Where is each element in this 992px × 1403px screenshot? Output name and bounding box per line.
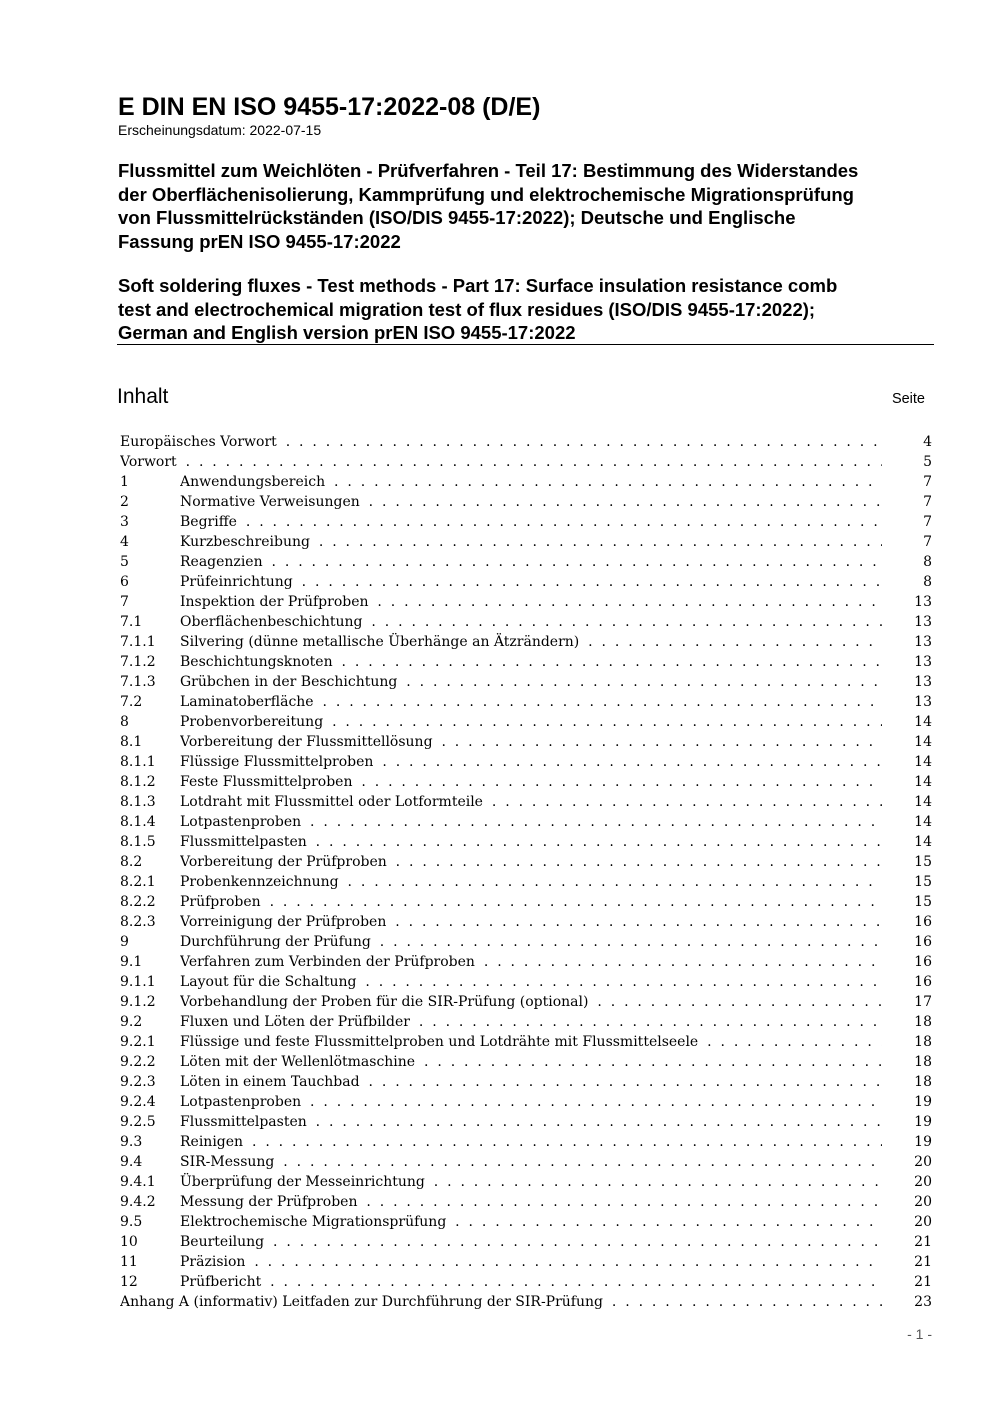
toc-entry-title-text: Vorwort bbox=[120, 454, 177, 470]
toc-entry-number: 7.1.2 bbox=[120, 654, 156, 670]
toc-entry-page: 23 bbox=[914, 1294, 932, 1310]
toc-entry-title-text: Überprüfung der Messeinrichtung bbox=[180, 1174, 425, 1190]
toc-entry-page: 13 bbox=[914, 614, 932, 630]
toc-entry-title bbox=[180, 852, 882, 872]
toc-entry-number: 2 bbox=[120, 494, 129, 510]
toc-entry-title bbox=[180, 732, 882, 752]
toc-entry-title-text: Flussmittelpasten bbox=[180, 834, 307, 850]
toc-entry-number: 7.1.3 bbox=[120, 674, 156, 690]
toc-entry-title bbox=[180, 712, 882, 732]
toc-entry-number: 9.1.1 bbox=[120, 974, 156, 990]
toc-entry-page: 20 bbox=[914, 1214, 932, 1230]
toc-entry-number: 8.2.3 bbox=[120, 914, 156, 930]
toc-entry-page: 15 bbox=[914, 874, 932, 890]
toc-entry-number: 9.4.2 bbox=[120, 1194, 156, 1210]
toc-entry[interactable] bbox=[120, 812, 932, 832]
toc-entry-title-text: Probenkennzeichnung bbox=[180, 874, 339, 890]
toc-entry[interactable] bbox=[120, 1252, 932, 1272]
toc-entry-number: 9.4 bbox=[120, 1154, 143, 1170]
toc-entry-title bbox=[180, 892, 882, 912]
toc-entry[interactable] bbox=[120, 772, 932, 792]
toc-entry-page: 20 bbox=[914, 1194, 932, 1210]
toc-entry-page: 18 bbox=[914, 1054, 932, 1070]
toc-entry-title bbox=[180, 1232, 882, 1252]
toc-entry[interactable] bbox=[120, 472, 932, 492]
toc-entry-title-text: Flüssige Flussmittelproben bbox=[180, 754, 374, 770]
toc-entry-page: 5 bbox=[923, 454, 932, 470]
title-german bbox=[118, 159, 938, 253]
toc-entry[interactable] bbox=[120, 912, 932, 932]
toc-entry-page: 13 bbox=[914, 634, 932, 650]
toc-entry-title bbox=[120, 432, 882, 452]
toc-entry[interactable] bbox=[120, 572, 932, 592]
toc-entry-title-text: Normative Verweisungen bbox=[180, 494, 360, 510]
toc-entry-number: 9.4.1 bbox=[120, 1174, 156, 1190]
toc-entry-page: 16 bbox=[914, 914, 932, 930]
toc-entry-number: 8.1.2 bbox=[120, 774, 156, 790]
toc-entry-page: 14 bbox=[914, 754, 932, 770]
toc-entry[interactable] bbox=[120, 992, 932, 1012]
toc-entry[interactable] bbox=[120, 732, 932, 752]
toc-entry[interactable] bbox=[120, 1172, 932, 1192]
toc-entry-number: 9.1.2 bbox=[120, 994, 156, 1010]
toc-entry[interactable] bbox=[120, 552, 932, 572]
toc-entry[interactable] bbox=[120, 832, 932, 852]
toc-page-column-label: Seite bbox=[891, 391, 925, 407]
toc-entry-page: 8 bbox=[923, 554, 932, 570]
toc-entry-title-text: Europäisches Vorwort bbox=[120, 434, 277, 450]
toc-entry[interactable] bbox=[120, 1032, 932, 1052]
toc-entry-page: 13 bbox=[914, 674, 932, 690]
toc-entry-title-text: Beurteilung bbox=[180, 1234, 265, 1250]
toc-entry-title-text: SIR-Messung bbox=[180, 1154, 275, 1170]
toc-entry-number: 6 bbox=[120, 574, 129, 590]
toc-entry[interactable] bbox=[120, 632, 932, 652]
toc-entry-title bbox=[180, 752, 882, 772]
toc-entry-title bbox=[180, 532, 882, 552]
toc-entry-number: 7.1.1 bbox=[120, 634, 156, 650]
toc-entry-number: 8.1.4 bbox=[120, 814, 156, 830]
toc-entry[interactable] bbox=[120, 592, 932, 612]
page-number: - 1 - bbox=[907, 1326, 932, 1342]
toc-entry-number: 9.2.4 bbox=[120, 1094, 156, 1110]
title-german-line: Fassung prEN ISO 9455-17:2022 bbox=[118, 230, 401, 252]
toc-entry[interactable] bbox=[120, 1212, 932, 1232]
toc-entry[interactable] bbox=[120, 692, 932, 712]
toc-entry-page: 7 bbox=[923, 474, 932, 490]
toc-entry[interactable] bbox=[120, 1072, 932, 1092]
toc-entry-number: 8.1 bbox=[120, 734, 143, 750]
toc-entry[interactable] bbox=[120, 452, 932, 472]
toc-entry-number: 3 bbox=[120, 514, 129, 530]
toc-entry-title bbox=[180, 652, 882, 672]
toc-entry-page: 7 bbox=[923, 514, 932, 530]
toc-entry-number: 9.2.1 bbox=[120, 1034, 156, 1050]
toc-entry-title-text: Lotpastenproben bbox=[180, 814, 302, 830]
title-german-line: Flussmittel zum Weichlöten - Prüfverfahren - Teil 17: Bestimmung des Widerstandes bbox=[118, 160, 859, 181]
title-english-line: German and English version prEN ISO 9455-17:2022 bbox=[118, 322, 576, 343]
toc-entry-title-text: Oberflächenbeschichtung bbox=[180, 614, 363, 630]
toc-entry[interactable] bbox=[120, 1092, 932, 1112]
toc-entry[interactable] bbox=[120, 512, 932, 532]
toc-entry-page: 7 bbox=[923, 534, 932, 550]
toc-entry-title-text: Kurzbeschreibung bbox=[180, 534, 310, 550]
toc-entry[interactable] bbox=[120, 1052, 932, 1072]
toc-entry[interactable] bbox=[120, 532, 932, 552]
toc-entry-title bbox=[180, 472, 882, 492]
toc-entry[interactable] bbox=[120, 872, 932, 892]
toc-entry-title-text: Inspektion der Prüfproben bbox=[180, 594, 369, 610]
toc-entry-title bbox=[180, 612, 882, 632]
toc-entry-page: 14 bbox=[914, 794, 932, 810]
title-german-line: von Flussmittelrückständen (ISO/DIS 9455-17:2022); Deutsche und Englische bbox=[118, 207, 796, 228]
toc-entry-title bbox=[180, 772, 882, 792]
toc-entry-title-text: Prüfproben bbox=[180, 894, 261, 910]
toc-entry[interactable] bbox=[120, 752, 932, 772]
toc-entry-title-text: Laminatoberfläche bbox=[180, 694, 314, 710]
toc-entry[interactable] bbox=[120, 1272, 932, 1292]
toc-entry-title bbox=[120, 1292, 882, 1312]
toc-entry-title bbox=[180, 552, 882, 572]
toc-entry-title-text: Vorbereitung der Prüfproben bbox=[180, 854, 387, 870]
toc-entry-title bbox=[180, 1072, 882, 1092]
toc-entry-title bbox=[180, 1252, 882, 1272]
toc-entry-title bbox=[180, 972, 882, 992]
toc-entry-number: 10 bbox=[120, 1234, 138, 1250]
toc-entry-number: 9.2.5 bbox=[120, 1114, 156, 1130]
toc-entry-title-text: Löten in einem Tauchbad bbox=[180, 1074, 360, 1090]
toc-entry-title-text: Vorbehandlung der Proben für die SIR-Prüfung (optional) bbox=[180, 994, 589, 1010]
toc-entry-title-text: Beschichtungsknoten bbox=[180, 654, 333, 670]
toc-entry-title-text: Prüfeinrichtung bbox=[180, 574, 293, 590]
toc-entry-page: 8 bbox=[923, 574, 932, 590]
toc-entry-title-text: Probenvorbereitung bbox=[180, 714, 324, 730]
toc-entry-title bbox=[180, 1112, 882, 1132]
toc-entry-page: 19 bbox=[914, 1114, 932, 1130]
toc-entry-number: 7 bbox=[120, 594, 129, 610]
toc-entry-title-text: Elektrochemische Migrationsprüfung bbox=[180, 1214, 447, 1230]
toc-entry-page: 16 bbox=[914, 954, 932, 970]
toc-entry-page: 18 bbox=[914, 1074, 932, 1090]
toc-entry[interactable] bbox=[120, 952, 932, 972]
toc-entry-title bbox=[180, 1012, 882, 1032]
toc-entry[interactable] bbox=[120, 432, 932, 452]
toc-entry-title bbox=[180, 952, 882, 972]
toc-entry-title bbox=[180, 992, 882, 1012]
toc-entry-title-text: Vorbereitung der Flussmittellösung bbox=[180, 734, 433, 750]
toc-entry-title bbox=[180, 932, 882, 952]
toc-entry-title bbox=[180, 912, 882, 932]
toc-entry-title-text: Prüfbericht bbox=[180, 1274, 262, 1290]
toc-entry-title bbox=[180, 1212, 882, 1232]
toc-entry-title bbox=[180, 1152, 882, 1172]
toc-entry-title bbox=[180, 512, 882, 532]
toc-entry-title-text: Silvering (dünne metallische Überhänge an Ätzrändern) bbox=[180, 634, 580, 650]
toc-entry-title bbox=[180, 812, 882, 832]
toc-entry-title-text: Lotdraht mit Flussmittel oder Lotformteile bbox=[180, 794, 483, 810]
toc-entry-page: 16 bbox=[914, 974, 932, 990]
toc-entry-title-text: Löten mit der Wellenlötmaschine bbox=[180, 1054, 416, 1070]
toc-entry-title-text: Lotpastenproben bbox=[180, 1094, 302, 1110]
toc-entry[interactable] bbox=[120, 932, 932, 952]
toc-entry-title-text: Fluxen und Löten der Prüfbilder bbox=[180, 1014, 410, 1030]
toc-entry-page: 14 bbox=[914, 714, 932, 730]
toc-entry-number: 1 bbox=[120, 474, 129, 490]
toc-entry[interactable] bbox=[120, 1112, 932, 1132]
toc-entry[interactable] bbox=[120, 672, 932, 692]
toc-entry-number: 8 bbox=[120, 714, 129, 730]
header-divider bbox=[117, 344, 934, 345]
toc-entry-title bbox=[180, 1032, 882, 1052]
toc-entry-title-text: Durchführung der Prüfung bbox=[180, 934, 371, 950]
toc-entry-number: 9.3 bbox=[120, 1134, 143, 1150]
toc-heading: Inhalt bbox=[117, 385, 169, 408]
toc-entry[interactable] bbox=[120, 972, 932, 992]
toc-entry[interactable] bbox=[120, 492, 932, 512]
toc-entry-title-text: Layout für die Schaltung bbox=[180, 974, 357, 990]
toc-entry-title bbox=[180, 692, 882, 712]
toc-entry-title bbox=[180, 792, 882, 812]
toc-entry-page: 7 bbox=[923, 494, 932, 510]
toc-entry-title-text: Begriffe bbox=[180, 514, 237, 530]
toc-entry-page: 18 bbox=[914, 1034, 932, 1050]
toc-entry-title bbox=[180, 832, 882, 852]
document-title: E DIN EN ISO 9455-17:2022-08 (D/E) bbox=[118, 93, 541, 121]
toc-entry-title-text: Reinigen bbox=[180, 1134, 244, 1150]
toc-entry-page: 15 bbox=[914, 854, 932, 870]
toc-entry-number: 8.2.2 bbox=[120, 894, 156, 910]
toc-entry-title-text: Vorreinigung der Prüfproben bbox=[180, 914, 387, 930]
toc-entry-page: 18 bbox=[914, 1014, 932, 1030]
toc-entry-page: 16 bbox=[914, 934, 932, 950]
issue-date: Erscheinungsdatum: 2022-07-15 bbox=[118, 122, 322, 138]
toc-entry-page: 21 bbox=[914, 1254, 932, 1270]
toc-entry-page: 13 bbox=[914, 694, 932, 710]
title-german-line: der Oberflächenisolierung, Kammprüfung und elektrochemische Migrationsprüfung bbox=[118, 183, 854, 205]
toc-entry[interactable] bbox=[120, 1232, 932, 1252]
toc-entry-number: 8.1.3 bbox=[120, 794, 156, 810]
toc-entry-title bbox=[180, 1172, 882, 1192]
toc-entry-page: 20 bbox=[914, 1154, 932, 1170]
toc-entry[interactable] bbox=[120, 852, 932, 872]
toc-entry-title-text: Flussmittelpasten bbox=[180, 1114, 307, 1130]
toc-entry-page: 14 bbox=[914, 774, 932, 790]
toc-entry[interactable] bbox=[120, 652, 932, 672]
toc-entry-title-text: Präzision bbox=[180, 1254, 246, 1270]
toc-entry-page: 14 bbox=[914, 834, 932, 850]
toc-entry[interactable] bbox=[120, 612, 932, 632]
title-english-line: Soft soldering fluxes - Test methods - Part 17: Surface insulation resistance comb bbox=[118, 275, 838, 296]
toc-entry-number: 5 bbox=[120, 554, 129, 570]
title-english bbox=[118, 274, 938, 345]
toc-entry-number: 9.1 bbox=[120, 954, 143, 970]
toc-entry[interactable] bbox=[120, 792, 932, 812]
title-english-line: test and electrochemical migration test of flux residues (ISO/DIS 9455-17:2022); bbox=[118, 298, 816, 320]
toc-entry-page: 13 bbox=[914, 594, 932, 610]
toc-entry-number: 8.1.5 bbox=[120, 834, 156, 850]
toc-entry-title bbox=[180, 592, 882, 612]
toc-entry-page: 21 bbox=[914, 1274, 932, 1290]
toc-entry-title bbox=[180, 492, 882, 512]
toc-entry-number: 8.1.1 bbox=[120, 754, 156, 770]
toc-entry-number: 9 bbox=[120, 934, 129, 950]
toc-entry-page: 20 bbox=[914, 1174, 932, 1190]
toc-entry-title bbox=[180, 1192, 882, 1212]
toc-entry-page: 21 bbox=[914, 1234, 932, 1250]
toc-entry-title bbox=[180, 572, 882, 592]
toc-entry-number: 9.2.2 bbox=[120, 1054, 156, 1070]
toc-entry-title bbox=[180, 1052, 882, 1072]
toc-entry[interactable] bbox=[120, 1292, 932, 1312]
toc-entry[interactable] bbox=[120, 1012, 932, 1032]
toc-entry-number: 9.2 bbox=[120, 1014, 143, 1030]
toc-entry-number: 12 bbox=[120, 1274, 138, 1290]
toc-entry-number: 9.2.3 bbox=[120, 1074, 156, 1090]
toc-entry-page: 17 bbox=[914, 994, 932, 1010]
table-of-contents bbox=[120, 432, 932, 1312]
toc-entry-number: 8.2 bbox=[120, 854, 143, 870]
toc-entry-page: 4 bbox=[923, 434, 932, 450]
toc-entry-title bbox=[180, 872, 882, 892]
toc-entry-page: 19 bbox=[914, 1094, 932, 1110]
toc-entry-number: 8.2.1 bbox=[120, 874, 156, 890]
toc-entry-page: 13 bbox=[914, 654, 932, 670]
toc-entry-title-text: Feste Flussmittelproben bbox=[180, 774, 353, 790]
toc-entry-number: 7.1 bbox=[120, 614, 143, 630]
toc-entry-title bbox=[180, 1092, 882, 1112]
toc-entry-title bbox=[180, 632, 882, 652]
toc-entry-title bbox=[180, 1272, 882, 1292]
toc-entry-title-text: Anhang A (informativ) Leitfaden zur Durchführung der SIR-Prüfung bbox=[120, 1294, 603, 1310]
toc-entry[interactable] bbox=[120, 1152, 932, 1172]
toc-entry-title-text: Grübchen in der Beschichtung bbox=[180, 674, 398, 690]
toc-entry[interactable] bbox=[120, 892, 932, 912]
toc-entry[interactable] bbox=[120, 1192, 932, 1212]
toc-entry-number: 7.2 bbox=[120, 694, 143, 710]
toc-entry-title bbox=[180, 672, 882, 692]
toc-entry-number: 11 bbox=[120, 1254, 138, 1270]
toc-entry-title-text: Reagenzien bbox=[180, 554, 263, 570]
toc-entry-title bbox=[120, 452, 882, 472]
toc-entry-page: 19 bbox=[914, 1134, 932, 1150]
toc-entry-title-text: Messung der Prüfproben bbox=[180, 1194, 358, 1210]
toc-entry[interactable] bbox=[120, 1132, 932, 1152]
toc-entry-title-text: Flüssige und feste Flussmittelproben und Lotdrähte mit Flussmittelseele bbox=[180, 1034, 699, 1050]
toc-entry-title bbox=[180, 1132, 882, 1152]
toc-entry-title-text: Anwendungsbereich bbox=[180, 474, 326, 490]
toc-entry-number: 9.5 bbox=[120, 1214, 143, 1230]
toc-entry-number: 4 bbox=[120, 534, 129, 550]
toc-entry-page: 14 bbox=[914, 734, 932, 750]
toc-entry[interactable] bbox=[120, 712, 932, 732]
toc-entry-page: 14 bbox=[914, 814, 932, 830]
toc-entry-page: 15 bbox=[914, 894, 932, 910]
toc-entry-title-text: Verfahren zum Verbinden der Prüfproben bbox=[180, 954, 475, 970]
